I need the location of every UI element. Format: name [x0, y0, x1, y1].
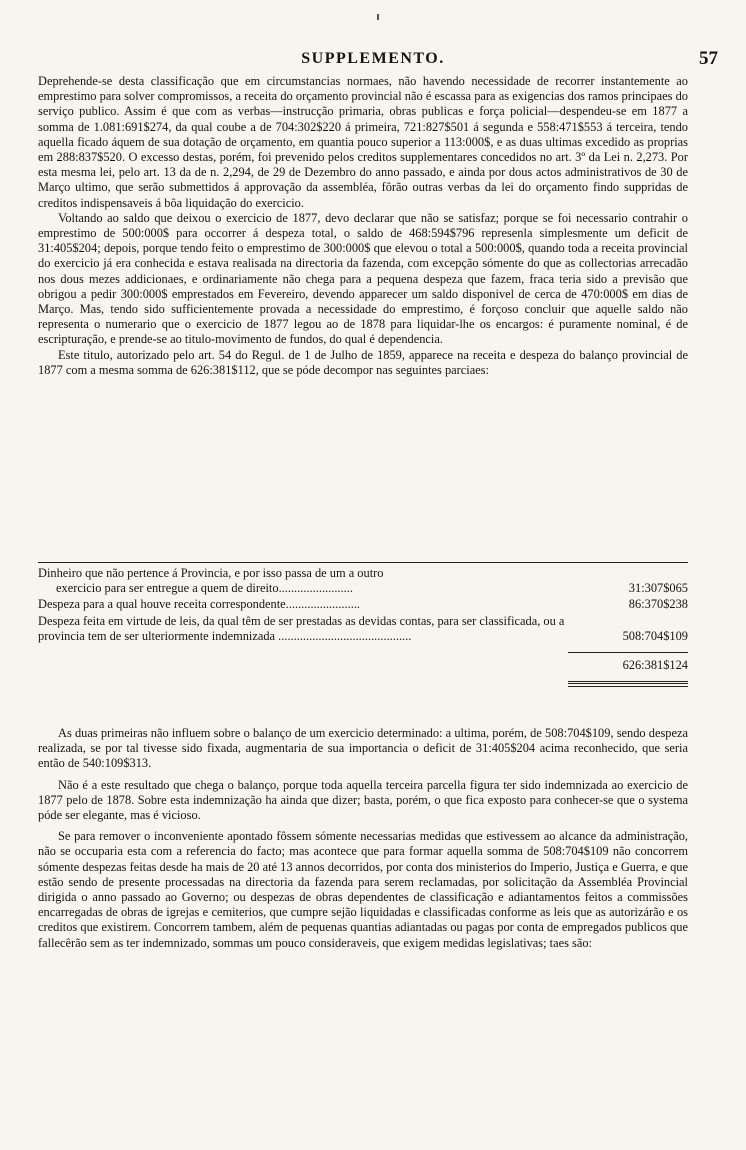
- table-row: [38, 597, 688, 612]
- paragraph: Voltando ao saldo que deixou o exercicio de 1877, devo declarar que não se satisfaz; porque se foi necessario contrahir o emprestimo de 500:000$ para occorrer á despeza total, o saldo de 468:594$796 represenla simplesmente um deficit de 31:405$204; depois, porque tendo feito o emprestimo de 300:000$ que elevou o total a 500:000$, quando toda a receita provincial do exercicio já era conhecida e estava realisada na directoria da fazenda, com excepção sómente do que as collectorias arrecadão nos dous mezes addicionaes, e ordinariamente não chega para a pequena despeza que fazem, fraca teria sido a previsão que obrigou a pedir 300:000$ emprestados em Fevereiro, devendo apparecer um saldo disponivel de cerca de 470:000$ em dias de Março. Mas, tendo sido sufficientemente provada a necessidade do emprestimo, é forçoso concluir que aquelle saldo não representa o numerario que o exercicio de 1877 legou ao de 1878 para liquidar-lhe os encargos: é puramente nominal, é de escripturação, e prende-se ao titulo-movimento de fundos, do qual é dependencia.: [38, 210, 688, 347]
- running-title: SUPPLEMENTO.: [301, 50, 445, 67]
- row-description: Dinheiro que não pertence á Provincia, e por isso passa de um a outro: [38, 566, 384, 580]
- row-amount: 86:370$238: [628, 597, 688, 612]
- table-row: [38, 614, 688, 644]
- row-description: Despeza para a qual houve receita correspondente........................: [38, 597, 361, 612]
- table-total: 626:381$124: [568, 652, 688, 684]
- total-underline: [568, 686, 688, 687]
- paragraph: Não é a este resultado que chega o balanço, porque toda aquella terceira parcella figura ter sido indemnizada ao exercicio de 1877 pelo de 1878. Sobre esta indemnização ha ainda que dizer; basta, porém, o que fica exposto para conhecer-se que o systema póde ser elegante, mas é vicioso.: [38, 777, 688, 823]
- body-text-top: [38, 74, 688, 378]
- body-text-bottom: [38, 726, 688, 957]
- row-amount: 508:704$109: [622, 628, 688, 643]
- account-table: [38, 562, 688, 687]
- row-amount: 31:307$065: [628, 581, 688, 596]
- paragraph: Deprehende-se desta classificação que em circumstancias normaes, não havendo necessidade de recorrer instantemente ao emprestimo para solver compromissos, a receita do orçamento provincial não é escassa para as exigencias dos ramos principaes do serviço publico. Assim é que com as verbas—instrucção primaria, obras publicas e força policial—despendeu-se em 1877 a somma de 1.081:691$274, da qual coube a de 704:302$220 á primeira, 721:827$501 á segunda e 558:471$553 á terceira, tendo aquella ficado áquem de sua dotação de orçamento, em quantia pouco superior a 113:000$, e as duas ultimas excedido as proprias em 288:837$520. O excesso destas, porém, foi prevenido pelos creditos supplementares concedidos no art. 3º da Lei n. 2,273. Por esta mesma lei, pelo art. 13 da de n. 2,294, de 29 de Dezembro do anno passado, e ainda por dous actos administrativos de 30 de Março ultimo, que serão submettidos á approvação da assembléa, fôrão outras verbas da lei do orçamento findo suppridas de creditos indispensaveis á bôa liquidação do exercicio.: [38, 74, 688, 210]
- page-number: 57: [699, 48, 718, 69]
- page-header: [0, 50, 746, 74]
- table-row: [38, 566, 688, 596]
- row-description-continued: exercicio para ser entregue a quem de direito........................: [56, 581, 353, 596]
- paragraph: Se para remover o inconveniente apontado fôssem sómente necessarias medidas que estivessem ao alcance da administração, não se occuparia esta com a referencia do facto; mas acontece que para formar aquella somma de 508:704$109 não concorrem sómente despezas feitas desde ha mais de 20 até 13 annos decorridos, por conta dos ministerios do Imperio, Justiça e Guerra, e que estão sendo de presente processadas na directoria da fazenda para serem reclamadas, por solicitação da Assembléa Provincial dirigida o anno passado ao Governo; ou despezas de obras dependentes de classificação e adiantamentos feitos a commissões encarregadas de obras de igrejas e cemiterios, que cumpre sejão liquidadas e classificadas conforme as leis que as autorizárão e os creditos que existirem. Concorrem tambem, além de pequenas quantias adiantadas ou pagas por conta de empregados publicos que fallecêrão sem as ter indemnizado, sommas um pouco consideraveis, que exigem medidas legislativas; taes são:: [38, 829, 688, 950]
- row-description: Despeza feita em virtude de leis, da qual têm de ser prestadas as devidas contas, para ser classificada, ou a provincia tem de ser ulteriormente indemnizada ...........................................: [38, 613, 565, 643]
- print-mark: [377, 14, 379, 20]
- table-top-rule: [38, 562, 688, 563]
- paragraph: As duas primeiras não influem sobre o balanço de um exercicio determinado: a ultima, porém, de 508:704$109, sendo despeza realizada, se por tal tivesse sido fixada, augmentaria de sua importancia o deficit de 31:405$204 acima reconhecido, que seria então de 540:109$313.: [38, 726, 688, 771]
- paragraph: Este titulo, autorizado pelo art. 54 do Regul. de 1 de Julho de 1859, apparece na receita e despeza do balanço provincial de 1877 com a mesma somma de 626:381$112, que se póde decompor nas seguintes parciaes:: [38, 347, 688, 377]
